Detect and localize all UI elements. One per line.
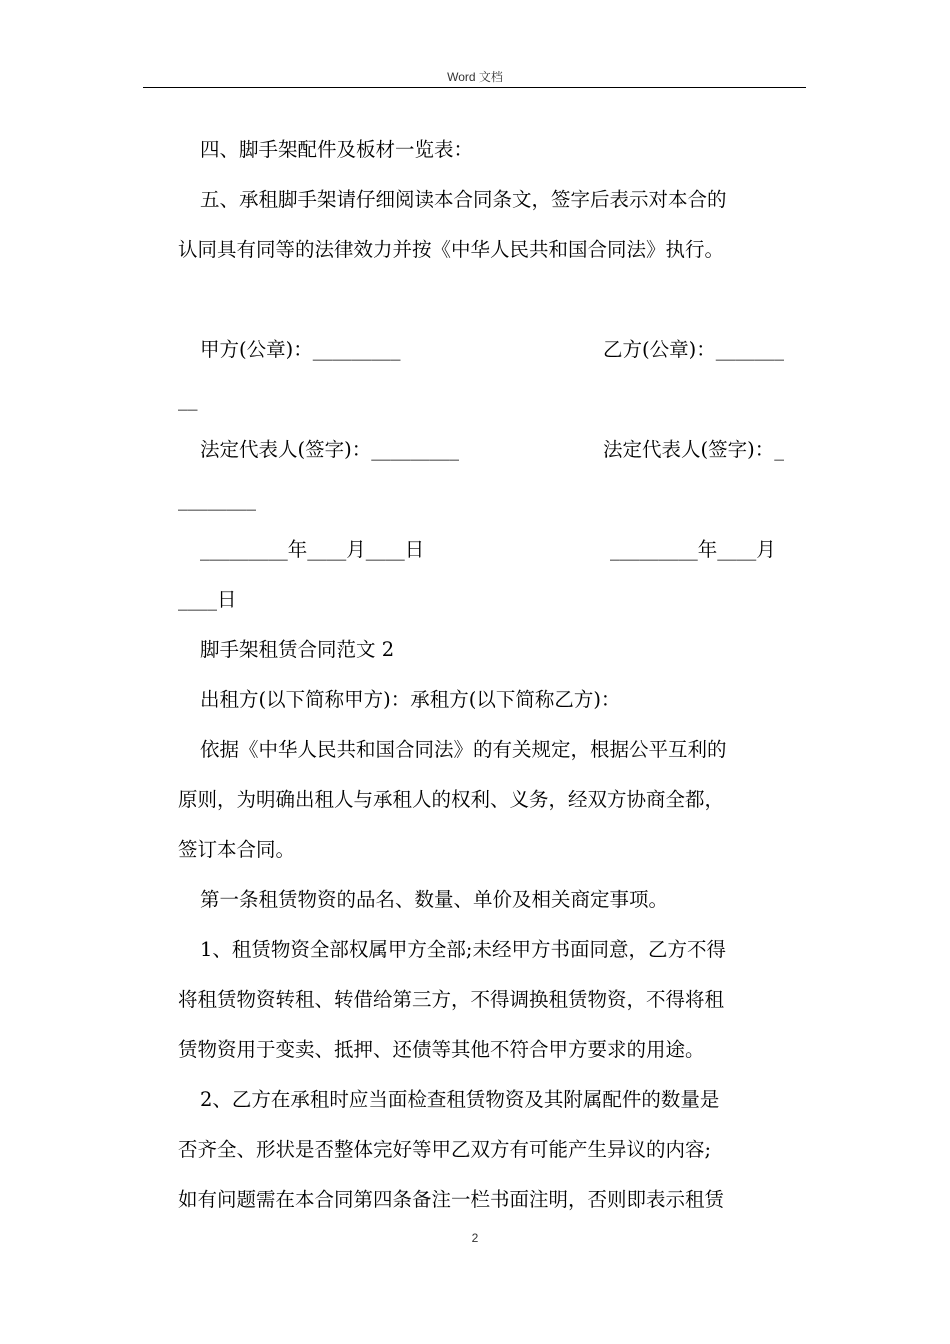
paragraph-item-5-line-2: 认同具有同等的法律效力并按《中华人民共和国合同法》执行。 xyxy=(178,238,725,261)
signature-representative-b: 法定代表人(签字)：_ xyxy=(603,438,784,461)
signature-representative-b-wrap: ________ xyxy=(178,488,256,511)
basis-line-2: 原则，为明确出租人与承租人的权利、义务，经双方协商全都， xyxy=(178,788,725,811)
clause-2-line-1: 2、乙方在承租时应当面检查租赁物资及其附属配件的数量是 xyxy=(200,1088,720,1111)
date-party-b-wrap: ____日 xyxy=(178,588,237,611)
paragraph-item-4: 四、脚手架配件及板材一览表： xyxy=(200,138,474,161)
contract-2-title: 脚手架租赁合同范文 2 xyxy=(200,638,395,661)
basis-line-3: 签订本合同。 xyxy=(178,838,296,861)
page-header-title: Word 文档 xyxy=(447,70,503,84)
signature-party-b-seal-wrap: __ xyxy=(178,388,198,411)
signature-party-b-seal: 乙方(公章)：_______ xyxy=(603,338,784,361)
article-1-heading: 第一条租赁物资的品名、数量、单价及相关商定事项。 xyxy=(200,888,669,911)
signature-representative-a: 法定代表人(签字)：_________ xyxy=(200,438,459,461)
clause-2-line-2: 否齐全、形状是否整体完好等甲乙双方有可能产生异议的内容; xyxy=(178,1138,712,1161)
clause-1-line-3: 赁物资用于变卖、抵押、还债等其他不符合甲方要求的用途。 xyxy=(178,1038,705,1061)
clause-1-line-2: 将租赁物资转租、转借给第三方，不得调换租赁物资，不得将租 xyxy=(178,988,725,1011)
clause-1-line-1: 1、租赁物资全部权属甲方全部;未经甲方书面同意，乙方不得 xyxy=(200,938,726,961)
date-party-b: _________年____月 xyxy=(610,538,776,561)
signature-party-a-seal: 甲方(公章)：_________ xyxy=(200,338,401,361)
date-party-a: _________年____月____日 xyxy=(200,538,425,561)
page-number: 2 xyxy=(471,1231,479,1245)
parties-line: 出租方(以下简称甲方)：承租方(以下简称乙方)： xyxy=(200,688,621,711)
clause-2-line-3: 如有问题需在本合同第四条备注一栏书面注明，否则即表示租赁 xyxy=(178,1188,725,1211)
basis-line-1: 依据《中华人民共和国合同法》的有关规定，根据公平互利的 xyxy=(200,738,727,761)
paragraph-item-5-line-1: 五、承租脚手架请仔细阅读本合同条文，签字后表示对本合的 xyxy=(200,188,727,211)
header-divider xyxy=(143,87,806,88)
